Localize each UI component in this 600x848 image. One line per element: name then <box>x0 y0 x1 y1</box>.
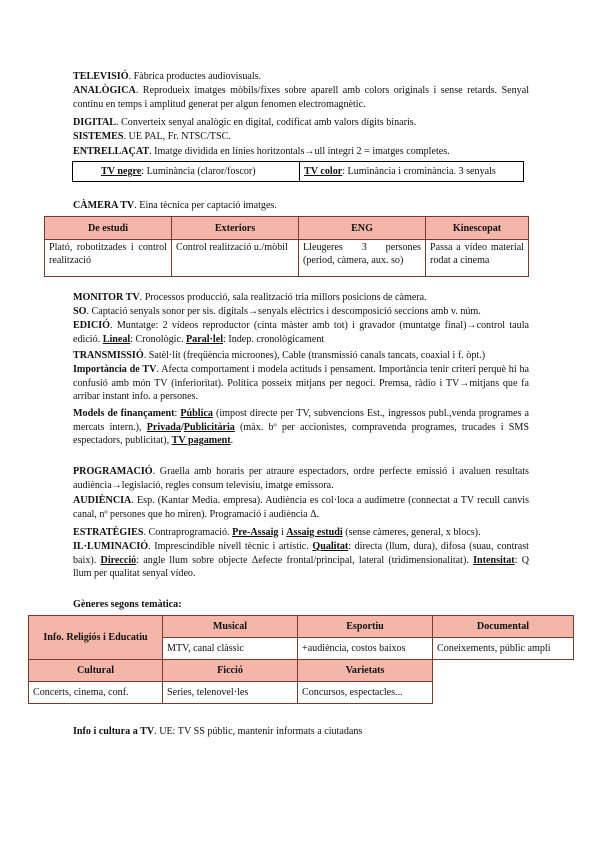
table-cell: MTV, canal clàssic <box>163 638 298 660</box>
header-cell: ENG <box>299 217 426 240</box>
term: TELEVISIÓ <box>73 71 129 82</box>
text: . Contraprogramació. <box>143 527 233 538</box>
table-cell: Concursos, espectacles... <box>298 682 433 704</box>
text: : angle llum sobre objecte Δefecte frontal/principal, lateral (tridimensionalitat). <box>136 554 474 566</box>
tv-negre-cell <box>73 162 299 181</box>
term: EDICIÓ <box>73 320 111 331</box>
text: (impost directe per TV, subvencions Est., ingressos publ.,venda programes a mercats intern.), <box>73 408 530 433</box>
header-cell: Documental <box>433 616 574 638</box>
text: . Imprescindible nivell tècnic i artístic. <box>148 541 313 552</box>
text: . UE PAL, Fr. NTSC/TSC. <box>123 131 231 142</box>
table-row <box>45 240 529 277</box>
camera-types-table <box>44 216 529 277</box>
header-cell: Varietats <box>298 660 433 682</box>
text: : Luminància i crominància. 3 senyals <box>342 166 496 177</box>
paragraph-estrategies <box>73 526 529 540</box>
text: . Afecta comportament i modela actituds i pensament. Importància tenir criteri perquè hi ha confusió amb món TV (inferioritat). Política posseix mitjans per negoci. Premsa, ràdio i TV→mitjans que fa arribar instant info. a persones. <box>73 364 529 403</box>
text: (sense càmeres, general, x blocs). <box>342 527 481 538</box>
term: PROGRAMACIÓ <box>73 466 153 477</box>
intensitat-term: Intensitat <box>473 554 515 566</box>
table-cell: Plató, robotitzades i control realització <box>45 240 172 277</box>
header-cell: Cultural <box>29 660 163 682</box>
text: . Satèl·lit (freqüència microones), Cable (transmissió canals tancats, coaxial i f. òpt.) <box>143 350 486 361</box>
term: TV color <box>304 166 343 177</box>
header-cell: Ficció <box>163 660 298 682</box>
paragraph-monitor <box>73 291 529 305</box>
paragraph-analogica <box>73 84 529 111</box>
table-row <box>29 616 574 638</box>
paragraph-entrellacat <box>73 145 529 159</box>
paragraph-camera <box>73 199 529 213</box>
lineal-term: Lineal <box>102 333 131 345</box>
paragraph-models-financament <box>73 407 529 448</box>
table-cell: Control realització u./mòbil <box>172 240 299 277</box>
text: : Q llum per qualitat senyal vídeo. <box>73 554 529 580</box>
paragraph-audiencia <box>73 494 529 521</box>
tv-types-box <box>72 161 524 182</box>
text: . Muntatge: 2 vídeos reproductor (cinta màster amb tot) i gravador (muntatge final)→control taula edició. <box>73 320 529 345</box>
paragraph-televisio <box>73 70 529 84</box>
term: AUDIÈNCIA <box>73 495 132 506</box>
slash: / <box>180 421 184 433</box>
paragraph-so <box>73 305 529 319</box>
text: . Captació senyals sonor per sis. digitals→senyals elèctrics i descomposició seccions amb v. núm. <box>86 306 481 317</box>
paragraph-sistemes <box>73 130 529 144</box>
info-religio-cell: Info. Religiós i Educatiu <box>29 616 163 660</box>
term: SO <box>73 306 87 317</box>
publica-term: Pública <box>180 408 213 419</box>
tv-pagament-term: TV pagament <box>171 435 231 447</box>
text: . Converteix senyal analògic en digital, codificat amb valors dígits binaris. <box>116 117 417 128</box>
term: TRANSMISSIÓ <box>73 350 144 361</box>
text: . Processos producció, sala realització tria millors posicions de càmera. <box>139 292 427 303</box>
text: . Graella amb horaris per atraure espectadors, ordre perfecte emissió i avaluen resultats audiència→legislació, regles consum televisiu, imatge emissora. <box>73 466 529 491</box>
genres-table <box>28 615 574 704</box>
paragraph-info-cultura <box>73 725 529 739</box>
tv-color-cell <box>299 162 523 181</box>
header-cell: Esportiu <box>298 616 433 638</box>
paragraph-edicio <box>73 319 529 346</box>
text: . UE: TV SS públic, mantenir informats a ciutadans <box>154 726 363 737</box>
text: i <box>278 527 287 538</box>
text: : Cronològic. <box>130 333 186 345</box>
term: TV negre <box>101 166 142 177</box>
paragraph-importancia <box>73 363 529 404</box>
table-header-row <box>45 217 529 240</box>
term: Importància de TV <box>73 364 157 375</box>
header-cell: De estudi <box>45 217 172 240</box>
text: : directa (llum, dura), difosa (suau, contrast baix). <box>73 541 529 566</box>
table-cell: Lleugeres 3 persones (period, càmera, aux. so) <box>299 240 426 277</box>
paragraph-illuminacio <box>73 540 529 581</box>
table-row <box>29 660 574 682</box>
term: ANALÒGICA <box>73 85 136 96</box>
text: : Indep. cronològicament <box>223 333 325 345</box>
header-cell: Exteriors <box>172 217 299 240</box>
term: IL·LUMINACIÓ <box>73 541 149 552</box>
term: SISTEMES <box>73 131 124 142</box>
text: . <box>230 435 234 447</box>
publicitaria-term: Publicitària <box>183 421 235 433</box>
privada-term: Privada <box>146 421 181 433</box>
text: . Eina tècnica per captació imatges. <box>134 200 277 211</box>
term: ENTRELLAÇAT <box>73 146 150 157</box>
table-row <box>29 682 574 704</box>
term: ESTRATÈGIES <box>73 527 144 538</box>
text: . Reprodueix imatges mòbils/fixes sobre aparell amb colors originals i sense retards. Senyal continu en temps i amplitud generat per algun fenomen electromagnètic. <box>73 85 529 110</box>
text: : <box>174 408 181 419</box>
pre-assaig-term: Pre-Assaig <box>232 527 279 538</box>
table-cell: Series, telenovel·les <box>163 682 298 704</box>
header-cell: Kinescopat <box>426 217 529 240</box>
table-cell: Concerts, cinema, conf. <box>29 682 163 704</box>
table-cell: Passa a vídeo material rodat a cinema <box>426 240 529 277</box>
paragraph-programacio <box>73 465 529 492</box>
term: MONITOR TV <box>73 292 140 303</box>
paragraph-digital <box>73 116 529 130</box>
text: (màx. bº per accionistes, compravenda programes, trucades i SMS espectadors, publicitat), <box>73 421 529 447</box>
text: . Fàbrica productes audiovisuals. <box>128 71 262 82</box>
table-cell: +audiència, costos baixos <box>298 638 433 660</box>
direccio-term: Direcció <box>100 554 137 566</box>
qualitat-term: Qualitat <box>312 541 349 552</box>
text: . Esp. (Kantar Media. empresa). Audiència es col·loca a audímetre (connectat a TV recull canvis canal, nº persones que ho miren). Programació i audiència Δ. <box>73 495 529 520</box>
term: DIGITAL <box>73 117 117 128</box>
term: Models de finançament <box>73 408 175 419</box>
header-cell: Musical <box>163 616 298 638</box>
table-cell: Coneixements, públic ampli <box>433 638 574 660</box>
text: Gèneres segons temàtica: <box>73 599 182 610</box>
paragraph-transmissio <box>73 349 529 363</box>
term: Info i cultura a TV <box>73 726 155 737</box>
text: : Luminància (claror/foscor) <box>141 166 256 177</box>
empty-cell <box>433 682 574 704</box>
term: CÀMERA TV <box>73 200 135 211</box>
assaig-estudi-term: Assaig estudi <box>286 527 343 538</box>
parallel-term: Paral·lel <box>186 333 223 345</box>
genres-title <box>73 598 529 612</box>
text: . Imatge dividida en línies horitzontals→ull integri 2 = imatges completes. <box>149 146 450 157</box>
empty-cell <box>433 660 574 682</box>
